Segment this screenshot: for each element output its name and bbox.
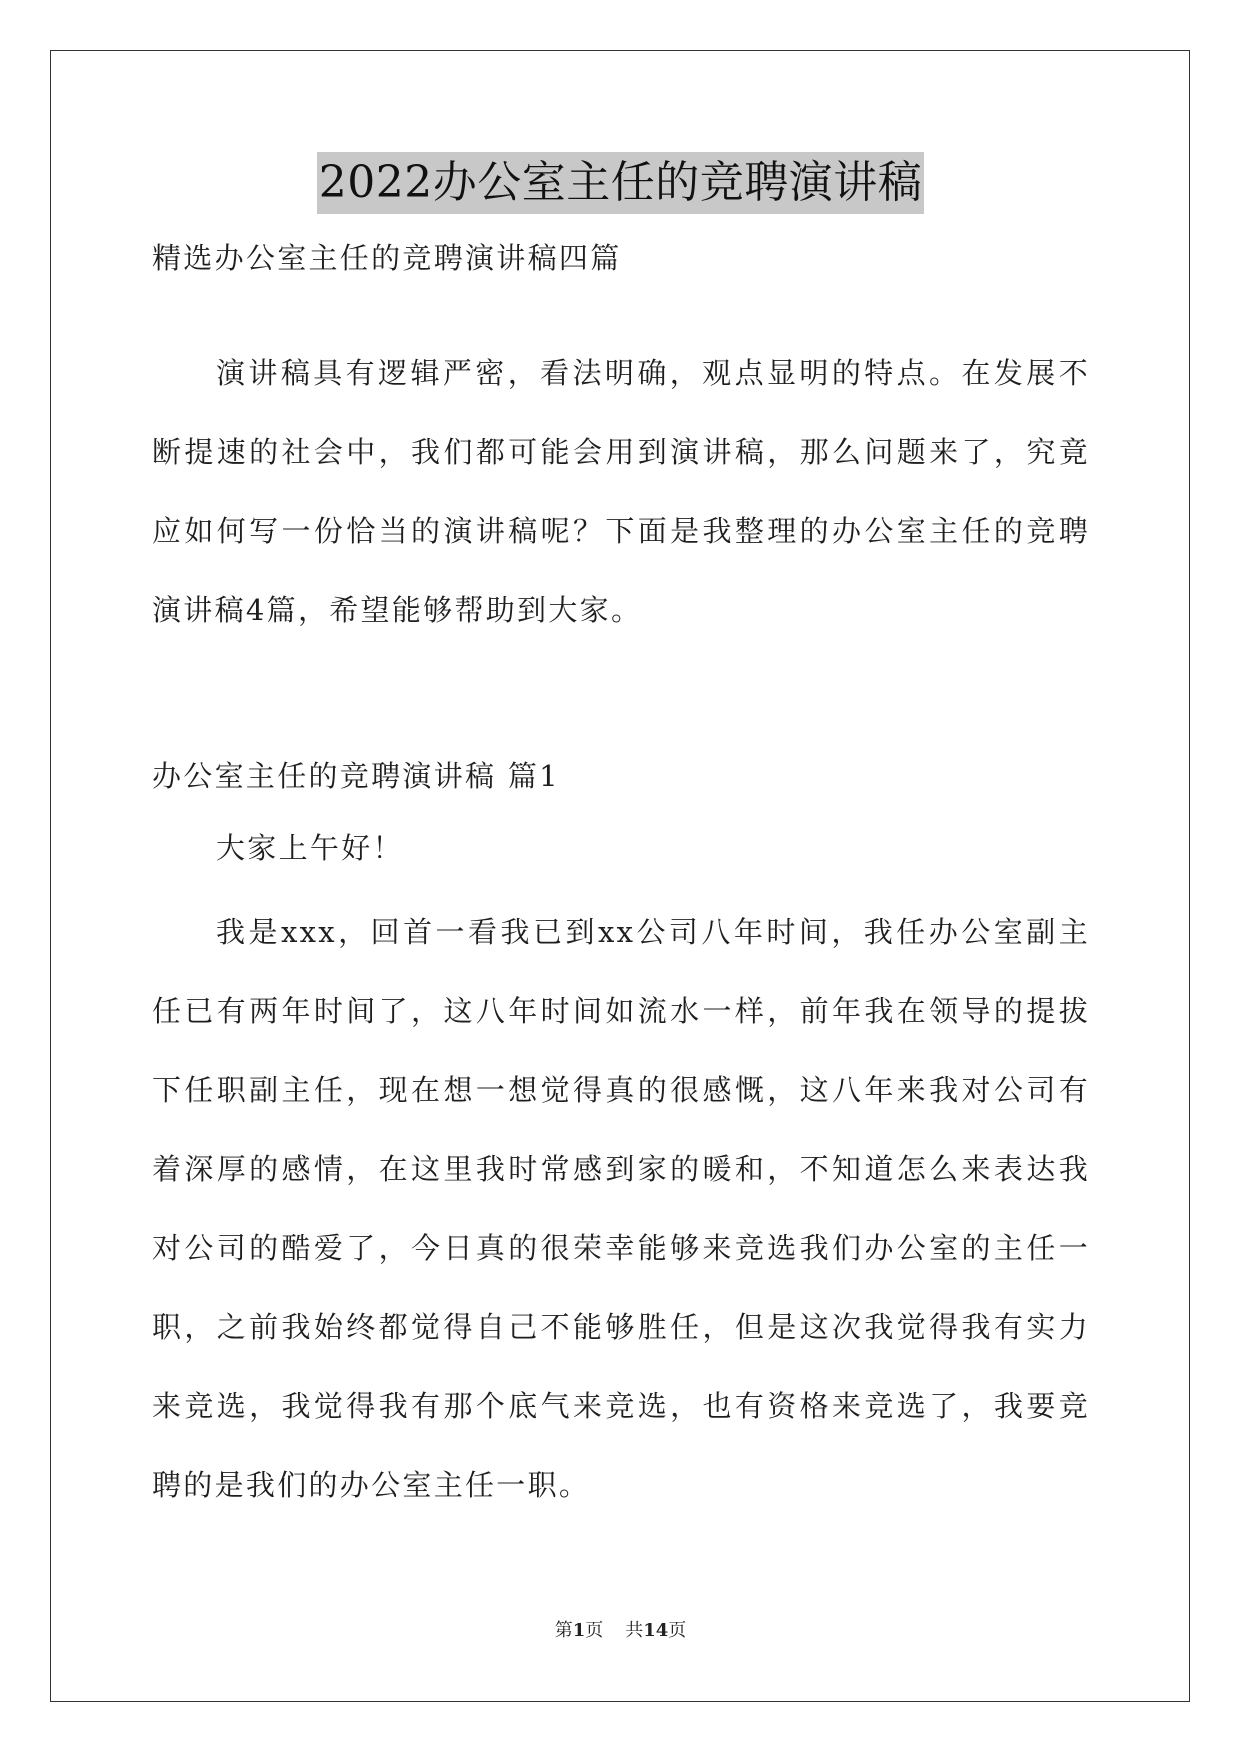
- section-heading: 办公室主任的竞聘演讲稿 篇1: [152, 759, 560, 793]
- greeting: 大家上午好！: [216, 831, 404, 865]
- intro-paragraph: 演讲稿具有逻辑严密，看法明确，观点显明的特点。在发展不断提速的社会中，我们都可能会用到演讲稿，那么问题来了，究竟应如何写一份恰当的演讲稿呢？下面是我整理的办公室主任的竞聘演讲稿4篇，希望能够帮助到大家。: [152, 356, 1090, 627]
- page-total: 14: [643, 1620, 669, 1641]
- document-title: 2022办公室主任的竞聘演讲稿: [317, 152, 924, 214]
- page-footer: [0, 1616, 1241, 1642]
- document-subtitle: 精选办公室主任的竞聘演讲稿四篇: [152, 241, 622, 275]
- page-current: 1: [572, 1620, 586, 1641]
- total-prefix: 共: [625, 1620, 644, 1641]
- body-paragraph: 我是xxx，回首一看我已到xx公司八年时间，我任办公室副主任已有两年时间了，这八年时间如流水一样，前年我在领导的提拔下任职副主任，现在想一想觉得真的很感慨，这八年来我对公司有着深厚的感情，在这里我时常感到家的暖和，不知道怎么来表达我对公司的酷爱了，今日真的很荣幸能够来竞选我们办公室的主任一职，之前我始终都觉得自己不能够胜任，但是这次我觉得我有实力来竞选，我觉得我有那个底气来竞选，也有资格来竞选了，我要竞聘的是我们的办公室主任一职。: [152, 915, 1090, 1502]
- total-suffix: 页: [668, 1620, 687, 1641]
- title-container: [0, 152, 1241, 214]
- page-suffix: 页: [585, 1620, 604, 1641]
- page-prefix: 第: [554, 1620, 573, 1641]
